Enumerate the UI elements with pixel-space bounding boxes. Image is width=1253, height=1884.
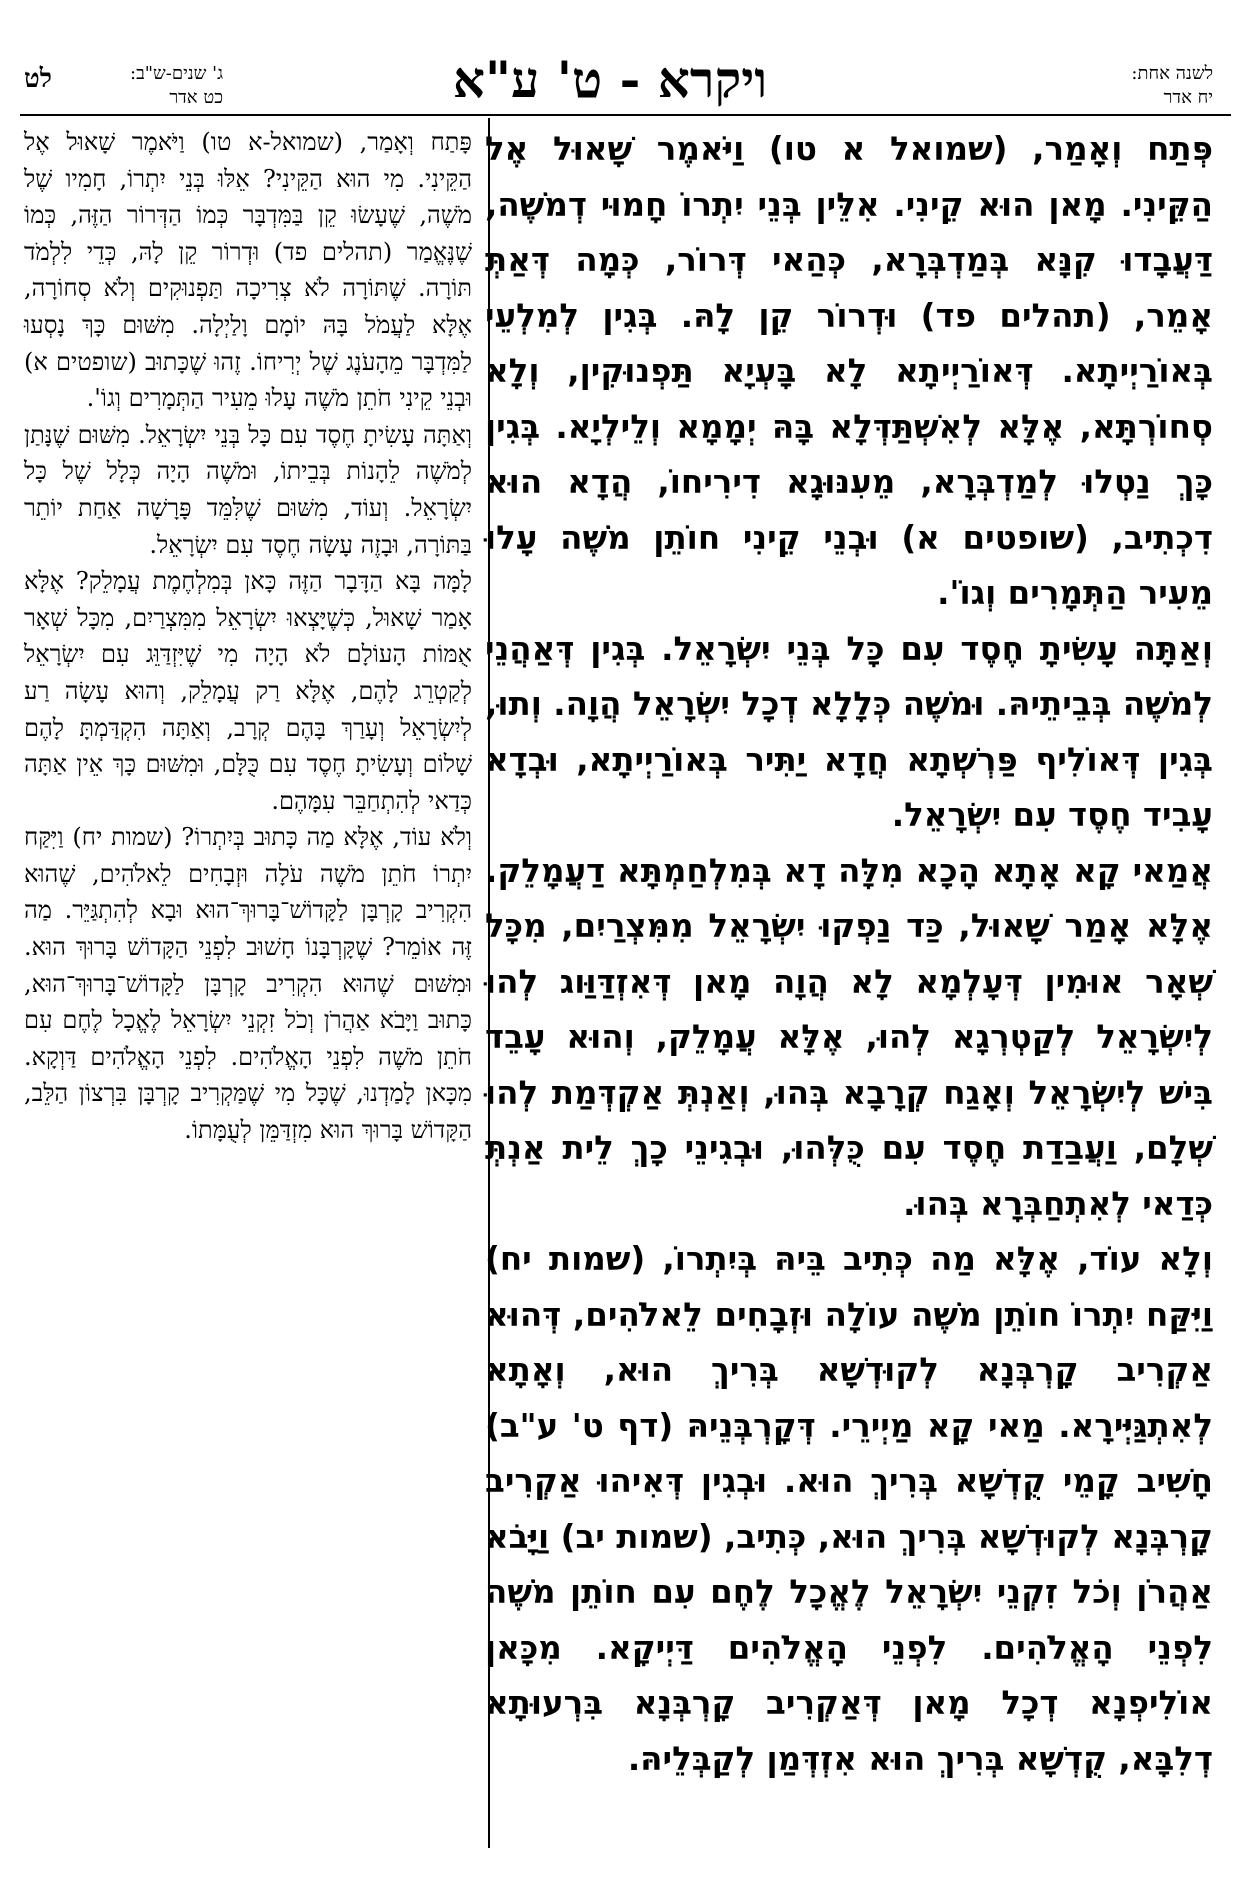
page-header [0,0,1253,118]
page-title: ויקרא - ט' ע"א [452,50,768,109]
schedule-label-one-year: לשנה אחת: [1131,63,1213,84]
main-paragraph: וְלָא עוֹד, אֶלָּא מַה כְּתִיב בֵּיהּ בְּיִתְרוֹ, (שמות יח) וַיִּקַּח יִתְרוֹ חוֹתֵן מֹשֶׁה עוֹלָה וּזְבָחִים לֵאלֹהִים, דְּהוּא אַקְרִיב קָרְבְּנָא לְקוּדְשָׁא בְּרִיךְ הוּא, וְאָתָא לְאִתְגַּיְּירָא. מַאי קָא מַיְירֵי. דְּקָרְבְּנֵיהּ (דף ט' ע"ב) חָשִׁיב קָמֵי קֻדְשָׁא בְּרִיךְ הוּא. וּבְגִין דְּאִיהוּ אַקְרִיב קָרְבְּנָא לְקוּדְשָׁא בְּרִיךְ הוּא, כְּתִיב, (שמות יב) וַיָּבֹא אַהֲרֹן וְכֹל זִקְנֵי יִשְׂרָאֵל לֶאֱכָל לֶחֶם עִם חוֹתֵן מֹשֶׁה לִפְנֵי הָאֱלֹהִים. לִפְנֵי הָאֱלֹהִים דַּיְיקָא. מִכָּאן אוֹלִיפְנָא דְכָל מָאן דְּאַקְרִיב קָרְבְּנָא בִּרְעוּתָא דְלִבָּא, קֻדְשָׁא בְּרִיךְ הוּא אִזְדְּמַן לְקַבְּלֵיהּ. [485,1240,1213,1778]
schedule-label-three-years: ג' שנים-ש"ב: [130,63,224,84]
aramaic-main-column [485,122,1213,1787]
schedule-date-three-years: כט אדר [169,87,224,108]
main-paragraph: אֲמַאי קָא אָתָא הָכָא מִלָּה דָא בְּמִלְחַמְתָּא דַעֲמָלֵק. אֶלָּא אָמַר שָׁאוּל, כַּד נַפְקוּ יִשְׂרָאֵל מִמִּצְרַיִם, מִכָּל שְׁאָר אוּמִין דְּעָלְמָא לָא הֲוָה מָאן דְּאִזְדַּוַּוג לְהוּ לְיִשְׂרָאֵל לְקַטְרְגָא לְהוּ, אֶלָּא עֲמָלֵק, וְהוּא עָבֵד בִּישׁ לְיִשְׂרָאֵל וְאָגַח קְרָבָא בְּהוּ, וְאַנְתְּ אַקְדְּמַת לְהוּ שְׁלָם, וַעֲבַדַת חֶסֶד עִם כֻּלְּהוּ, וּבְגִינֵי כָךְ לֵית אַנְתְּ כְּדַאי לְאִתְחַבְּרָא בְּהוּ. [485,851,1213,1223]
column-divider [488,118,490,1848]
page-number: לט [24,64,52,94]
translation-paragraph: וְאַתָּה עָשִׂיתָ חֶסֶד עִם כָּל בְּנֵי יִשְׂרָאֵל. מִשּׁוּם שֶׁנָּתַן לְמֹשֶׁה לֵהָנוֹת בְּבֵיתוֹ, וּמֹשֶׁה הָיָה כְּלָל שֶׁל כָּל יִשְׂרָאֵל. וְעוֹד, מִשּׁוּם שֶׁלִּמֵּד פָּרָשָׁה אַחַת יוֹתֵר בַּתּוֹרָה, וּבָזֶה עָשָׂה חֶסֶד עִם יִשְׂרָאֵל. [24,420,472,559]
main-paragraph: וְאַתָּה עָשִׂיתָ חֶסֶד עִם כָּל בְּנֵי יִשְׂרָאֵל. בְּגִין דְּאַהֲנֵי לְמֹשֶׁה בְּבֵיתֵיהּ. וּמֹשֶׁה כְּלָלָא דְכָל יִשְׂרָאֵל הֲוָה. וְתוּ, בְּגִין דְּאוֹלִיף פַּרְשְׁתָא חֲדָא יַתִּיר בְּאוֹרַיְיתָא, וּבְדָא עָבִיד חֶסֶד עִם יִשְׂרָאֵל. [485,629,1213,834]
translation-paragraph: וְלֹא עוֹד, אֶלָּא מַה כָּתוּב בְּיִתְרוֹ? (שמות יח) וַיִּקַּח יִתְרוֹ חֹתֵן מֹשֶׁה עֹלָה וּזְבָחִים לֵאלֹהִים, שֶׁהוּא הִקְרִיב קָרְבָּן לַקָּדוֹשׁ־בָּרוּךְ־הוּא וּבָא לְהִתְגַּיֵּר. מַה זֶּה אוֹמֵר? שֶׁקָּרְבָּנוֹ חָשׁוּב לִפְנֵי הַקָּדוֹשׁ בָּרוּךְ הוּא. וּמִשּׁוּם שֶׁהוּא הִקְרִיב קָרְבָּן לַקָּדוֹשׁ־בָּרוּךְ־הוּא, כָּתוּב וַיָּבֹא אַהֲרֹן וְכֹל זִקְנֵי יִשְׂרָאֵל לֶאֱכָל לֶחֶם עִם חֹתֵן מֹשֶׁה לִפְנֵי הָאֱלֹהִים. לִפְנֵי הָאֱלֹהִים דַּוְקָא. מִכָּאן לָמַדְנוּ, שֶׁכָּל מִי שֶׁמַּקְרִיב קָרְבָּן בִּרְצוֹן הַלֵּב, הַקָּדוֹשׁ בָּרוּךְ הוּא מִזְדַּמֵּן לְעֻמָּתוֹ. [24,823,473,1145]
header-divider [20,114,1231,116]
reading-schedule-three-years [130,62,223,110]
main-paragraph: פְּתַח וְאָמַר, (שמואל א טו) וַיֹּאמֶר שָׁאוּל אֶל הַקֵּינִי. מָאן הוּא קֵינִי. אִלֵּין בְּנֵי יִתְרוֹ חָמוּי דְמֹשֶׁה, דַּעֲבָדוּ קִנָּא בְּמַדְבְּרָא, כְּהַאי דְּרוֹר, כְּמָה דְּאַתְּ אָמֵר, (תהלים פד) וּדְרוֹר קֵן לָהּ. בְּגִין לְמִלְעֵי בְּאוֹרַיְיתָא. דְּאוֹרַיְיתָא לָא בָּעְיָא תַּפְנוּקִין, וְלָא סְחוֹרְתָּא, אֶלָּא לְאִשְׁתַּדְּלָא בָּהּ יְמָמָא וְלֵילְיָא. בְּגִין כָּךְ נַטְלוּ לְמַדְבְּרָא, מֵעִנּוּגָא דִירִיחוֹ, הֲדָא הוּא דִכְתִיב, (שופטים א) וּבְנֵי קֵינִי חוֹתֵן מֹשֶׁה עָלוּ מֵעִיר הַתְּמָרִים וְגוֹ'. [485,130,1213,612]
schedule-date-one-year: יח אדר [1163,87,1213,108]
hebrew-translation-column [24,124,472,1149]
reading-schedule-one-year [1131,62,1213,110]
translation-paragraph: לָמָּה בָּא הַדָּבָר הַזֶּה כָּאן בְּמִלְחֶמֶת עֲמָלֵק? אֶלָּא אָמַר שָׁאוּל, כְּשֶׁיָּצְאוּ יִשְׂרָאֵל מִמִּצְרַיִם, מִכָּל שְׁאָר אֻמּוֹת הָעוֹלָם לֹא הָיָה מִי שֶׁיִּזְדַּוֵּג עִם יִשְׂרָאֵל לְקַטְרֵג לָהֶם, אֶלָּא רַק עֲמָלֵק, וְהוּא עָשָׂה רַע לְיִשְׂרָאֵל וְעָרַךְ בָּהֶם קְרָב, וְאַתָּה הִקְדַּמְתָּ לָהֶם שָׁלוֹם וְעָשִׂיתָ חֶסֶד עִם כֻּלָּם, וּמִשּׁוּם כָּךְ אֵין אַתָּה כְּדַאי לְהִתְחַבֵּר עִמָּהֶם. [24,567,472,815]
translation-paragraph: פָּתַח וְאָמַר, (שמואל-א טו) וַיֹּאמֶר שָׁאוּל אֶל הַקֵּינִי. מִי הוּא הַקֵּינִי? אֵלּוּ בְּנֵי יִתְרוֹ, חָמִיו שֶׁל מֹשֶׁה, שֶׁעָשׂוּ קֵן בַּמִּדְבָּר כְּמוֹ הַדְּרוֹר הַזֶּה, כְּמוֹ שֶׁנֶּאֱמַר (תהלים פד) וּדְרוֹר קֵן לָהּ, כְּדֵי לִלְמֹד תּוֹרָה. שֶׁתּוֹרָה לֹא צְרִיכָה תַּפְנוּקִים וְלֹא סְחוֹרָה, אֶלָּא לַעֲמֹל בָּהּ יוֹמָם וָלַיְלָה. מִשּׁוּם כָּךְ נָסְעוּ לַמִּדְבָּר מֵהָעֹנֶג שֶׁל יְרִיחוֹ. זֶהוּ שֶׁכָּתוּב (שופטים א) וּבְנֵי קֵינִי חֹתֵן מֹשֶׁה עָלוּ מֵעִיר הַתְּמָרִים וְגוֹ'. [24,128,472,413]
